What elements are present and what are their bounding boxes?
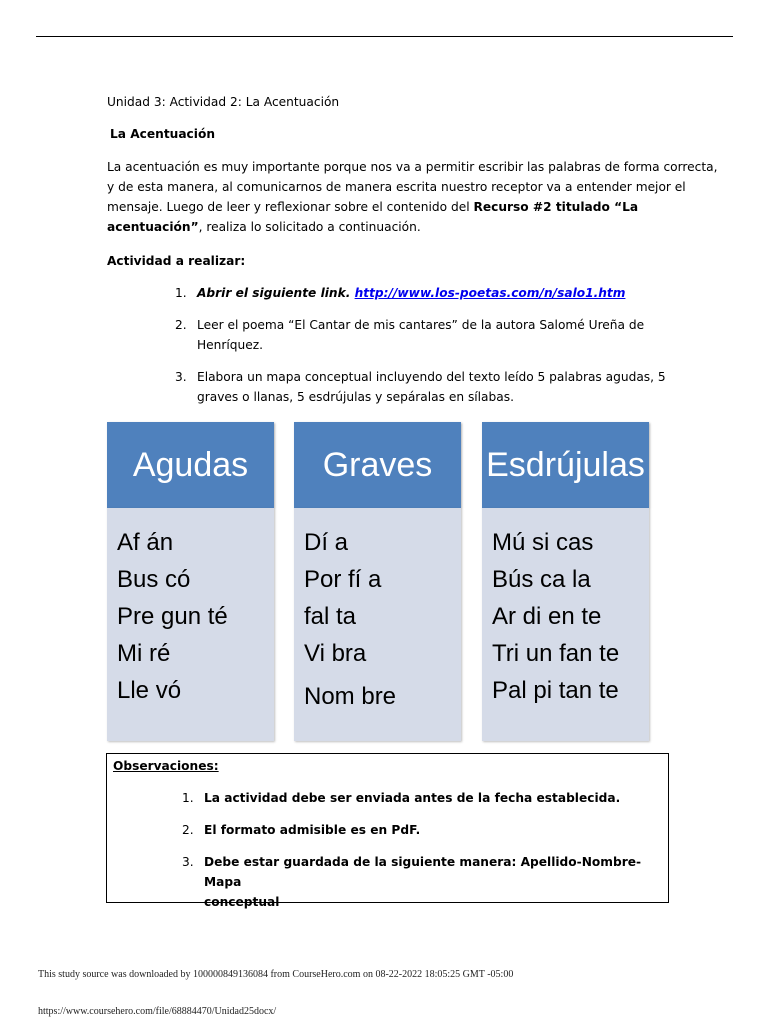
intro-line [107, 197, 672, 217]
syllable-word: Bús ca la [492, 566, 591, 593]
step-number: 3. [175, 370, 187, 384]
concept-column-esdrujulas [482, 422, 649, 741]
step-item [175, 315, 675, 355]
column-header: Esdrújulas [482, 422, 649, 508]
poem-link[interactable]: http://www.los-poetas.com/n/salo1.htm [354, 286, 626, 300]
intro-line: La acentuación es muy importante porque nos va a permitir escribir las palabras de forma correcta, [107, 160, 718, 174]
activity-steps [175, 283, 675, 419]
intro-line [107, 217, 672, 237]
observations-list [182, 788, 652, 924]
syllable-word: Vi bra [304, 640, 367, 667]
step-line: Leer el poema “El Cantar de mis cantares” de la autora Salomé Ureña de [197, 318, 645, 332]
intro-line: y de esta manera, al comunicarnos de manera escrita nuestro receptor va a entender mejor el [107, 180, 686, 194]
step-item [175, 367, 675, 407]
step-number: 2. [175, 318, 187, 332]
download-note: This study source was downloaded by 100000849136084 from CourseHero.com on 08-22-2022 18:05:25 GMT -05:00 [38, 969, 514, 980]
observation-number: 2. [182, 823, 194, 837]
observation-item [182, 820, 652, 840]
unit-line: Unidad 3: Actividad 2: La Acentuación [107, 95, 340, 109]
syllable-word: Pre gun té [117, 603, 228, 630]
column-body [294, 508, 461, 741]
document-title: La Acentuación [110, 127, 216, 141]
observation-text: La actividad debe ser enviada antes de la fecha establecida. [204, 791, 621, 805]
column-header: Agudas [107, 422, 274, 508]
intro-text: , realiza lo solicitado a continuación. [198, 220, 421, 234]
intro-text: mensaje. Luego de leer y reflexionar sobre el contenido del [107, 200, 474, 214]
syllable-word: Lle vó [117, 677, 182, 704]
step-line: graves o llanas, 5 esdrújulas y sepáralas en sílabas. [197, 390, 514, 404]
observation-item [182, 788, 652, 808]
top-rule [36, 36, 733, 37]
syllable-word: Mi ré [117, 640, 171, 667]
step-line: Elabora un mapa conceptual incluyendo del texto leído 5 palabras agudas, 5 [197, 370, 666, 384]
observation-text: Debe estar guardada de la siguiente manera: Apellido-Nombre-Mapa [204, 855, 642, 889]
concept-column-graves [294, 422, 461, 741]
syllable-word: Af án [117, 529, 174, 556]
syllable-word: fal ta [304, 603, 357, 630]
observation-item [182, 852, 652, 912]
column-body [482, 508, 649, 741]
resource-title: Recurso #2 titulado “La [473, 200, 639, 214]
activity-heading: Actividad a realizar: [107, 254, 246, 268]
column-header: Graves [294, 422, 461, 508]
concept-column-agudas [107, 422, 274, 741]
observation-number: 3. [182, 855, 194, 869]
resource-title-end: acentuación” [107, 220, 199, 234]
observations-title: Observaciones: [113, 759, 219, 773]
syllable-word: Por fí a [304, 566, 382, 593]
syllable-word: Dí a [304, 529, 349, 556]
observation-number: 1. [182, 791, 194, 805]
observation-text: El formato admisible es en PdF. [204, 823, 421, 837]
step-number: 1. [175, 286, 187, 300]
step-item [175, 283, 675, 303]
step-line: Henríquez. [197, 338, 264, 352]
step-label: Abrir el siguiente link. [197, 286, 355, 300]
syllable-word: Nom bre [304, 683, 397, 710]
syllable-word: Bus có [117, 566, 191, 593]
observations-box [106, 753, 669, 909]
syllable-word: Mú si cas [492, 529, 594, 556]
syllable-word: Ar di en te [492, 603, 602, 630]
syllable-word: Pal pi tan te [492, 677, 619, 704]
observation-text: conceptual [204, 895, 280, 909]
intro-paragraph [107, 157, 718, 237]
source-url[interactable]: https://www.coursehero.com/file/68884470/Unidad25docx/ [38, 1006, 277, 1017]
step-line [197, 286, 625, 300]
column-body [107, 508, 274, 741]
syllable-word: Tri un fan te [492, 640, 620, 667]
